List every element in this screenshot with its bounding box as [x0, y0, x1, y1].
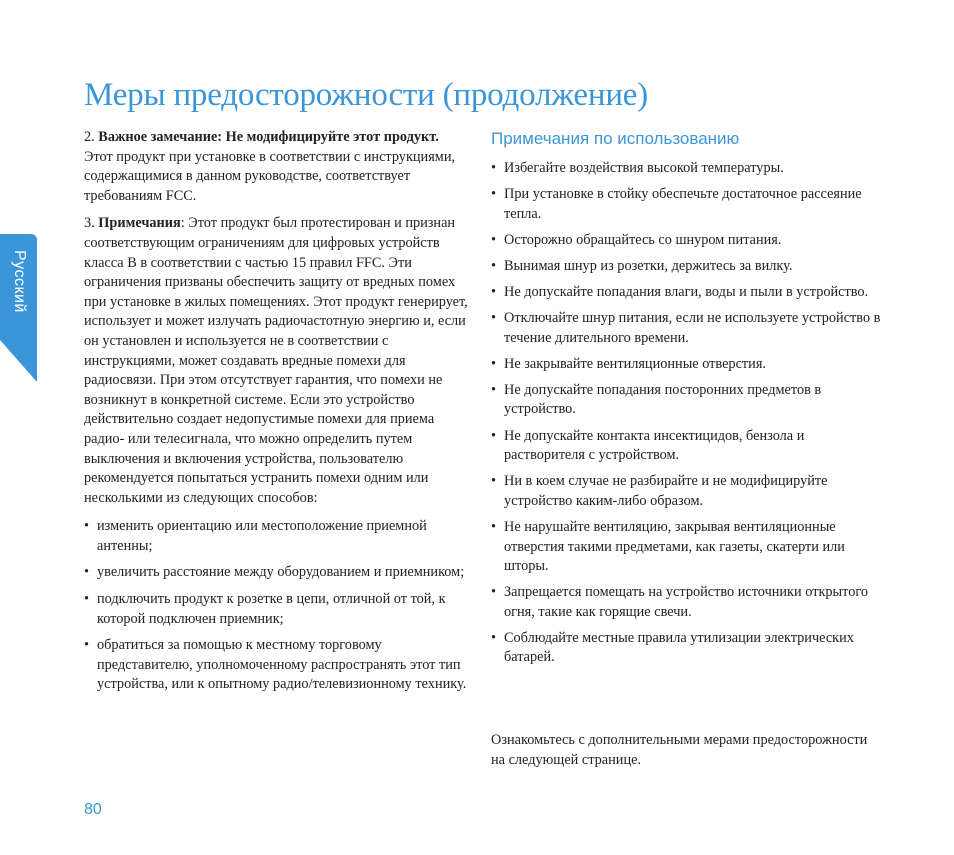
page-number: 80 [84, 801, 102, 818]
note-item-2-text: Этот продукт при установке в соответствии с инструкциями, содержащимися в данном руководстве, соответствует требованиям FCC. [84, 148, 456, 204]
page-title: Меры предосторожности (продолжение) [84, 77, 649, 113]
list-item: • Не нарушайте вентиляцию, закрывая вентиляционные отверстия такими предметами, как газеты, скатерти или шторы. [491, 518, 881, 577]
list-item: • Не допускайте попадания посторонних предметов в устройство. [491, 381, 881, 420]
list-item: • Не допускайте попадания влаги, воды и пыли в устройство. [491, 283, 881, 303]
note-item-3-text: : Этот продукт был протестирован и признан соответствующим ограничениям для цифровых устройств класса B в соответствии с частью 15 правил FFC. Эти ограничения призваны обеспечить защиту от вредных помех при установке в жилых помещениях. Этот продукт генерирует, использует и может излучать радиочастотную энергию и, если он установлен и используется не в соответствии с инструкциями, может создавать вредные помехи для радиосвязи. При этом отсутствует гарантия, что помехи не возникнут в конкретной системе. Если это устройство действительно создает недопустимые помехи для приема радио- или телесигнала, что можно определить путем выключения и включения устройства, пользователю рекомендуется попытаться устранить помехи одним или несколькими из следующих способов: [84, 215, 468, 506]
list-item: • подключить продукт к розетке в цепи, отличной от той, к которой подключен приемник; [84, 590, 469, 629]
list-item: • Не закрывайте вентиляционные отверстия. [491, 355, 881, 375]
list-item: • Осторожно обращайтесь со шнуром питания. [491, 231, 881, 251]
list-item: • Вынимая шнур из розетки, держитесь за вилку. [491, 257, 881, 277]
usage-notes-heading: Примечания по использованию [491, 129, 740, 148]
note-item-2 [84, 128, 469, 206]
left-column [84, 128, 469, 702]
language-tab-corner [0, 340, 37, 382]
language-tab-label: Русский [11, 250, 28, 313]
note-item-2-bold: Важное замечание: Не модифицируйте этот продукт. [98, 129, 439, 145]
next-page-note: Ознакомьтесь с дополнительными мерами предосторожности на следующей странице. [491, 732, 868, 768]
list-item: • Запрещается помещать на устройство источники открытого огня, такие как горящие свечи. [491, 583, 881, 622]
note-item-3-number: 3. [84, 215, 99, 232]
list-item: • обратиться за помощью к местному торговому представителю, уполномоченному распространять этот тип устройства, или к опытному радио/телевизионному технику. [84, 636, 469, 695]
list-item: • Избегайте воздействия высокой температуры. [491, 159, 881, 179]
list-item: • Ни в коем случае не разбирайте и не модифицируйте устройство каким-либо образом. [491, 472, 881, 511]
list-item: • Не допускайте контакта инсектицидов, бензола и растворителя с устройством. [491, 427, 881, 466]
usage-notes-list [491, 159, 881, 668]
interference-remedies-list [84, 517, 469, 695]
note-item-3 [84, 214, 469, 508]
note-item-2-number: 2. [84, 129, 99, 145]
list-item: • При установке в стойку обеспечьте достаточное рассеяние тепла. [491, 185, 881, 224]
note-item-3-bold: Примечания [98, 215, 181, 232]
list-item: • увеличить расстояние между оборудованием и приемником; [84, 563, 469, 583]
list-item: • Отключайте шнур питания, если не используете устройство в течение длительного времени. [491, 309, 881, 348]
list-item: • Соблюдайте местные правила утилизации электрических батарей. [491, 629, 881, 668]
right-column [491, 128, 881, 675]
list-item: • изменить ориентацию или местоположение приемной антенны; [84, 517, 469, 556]
